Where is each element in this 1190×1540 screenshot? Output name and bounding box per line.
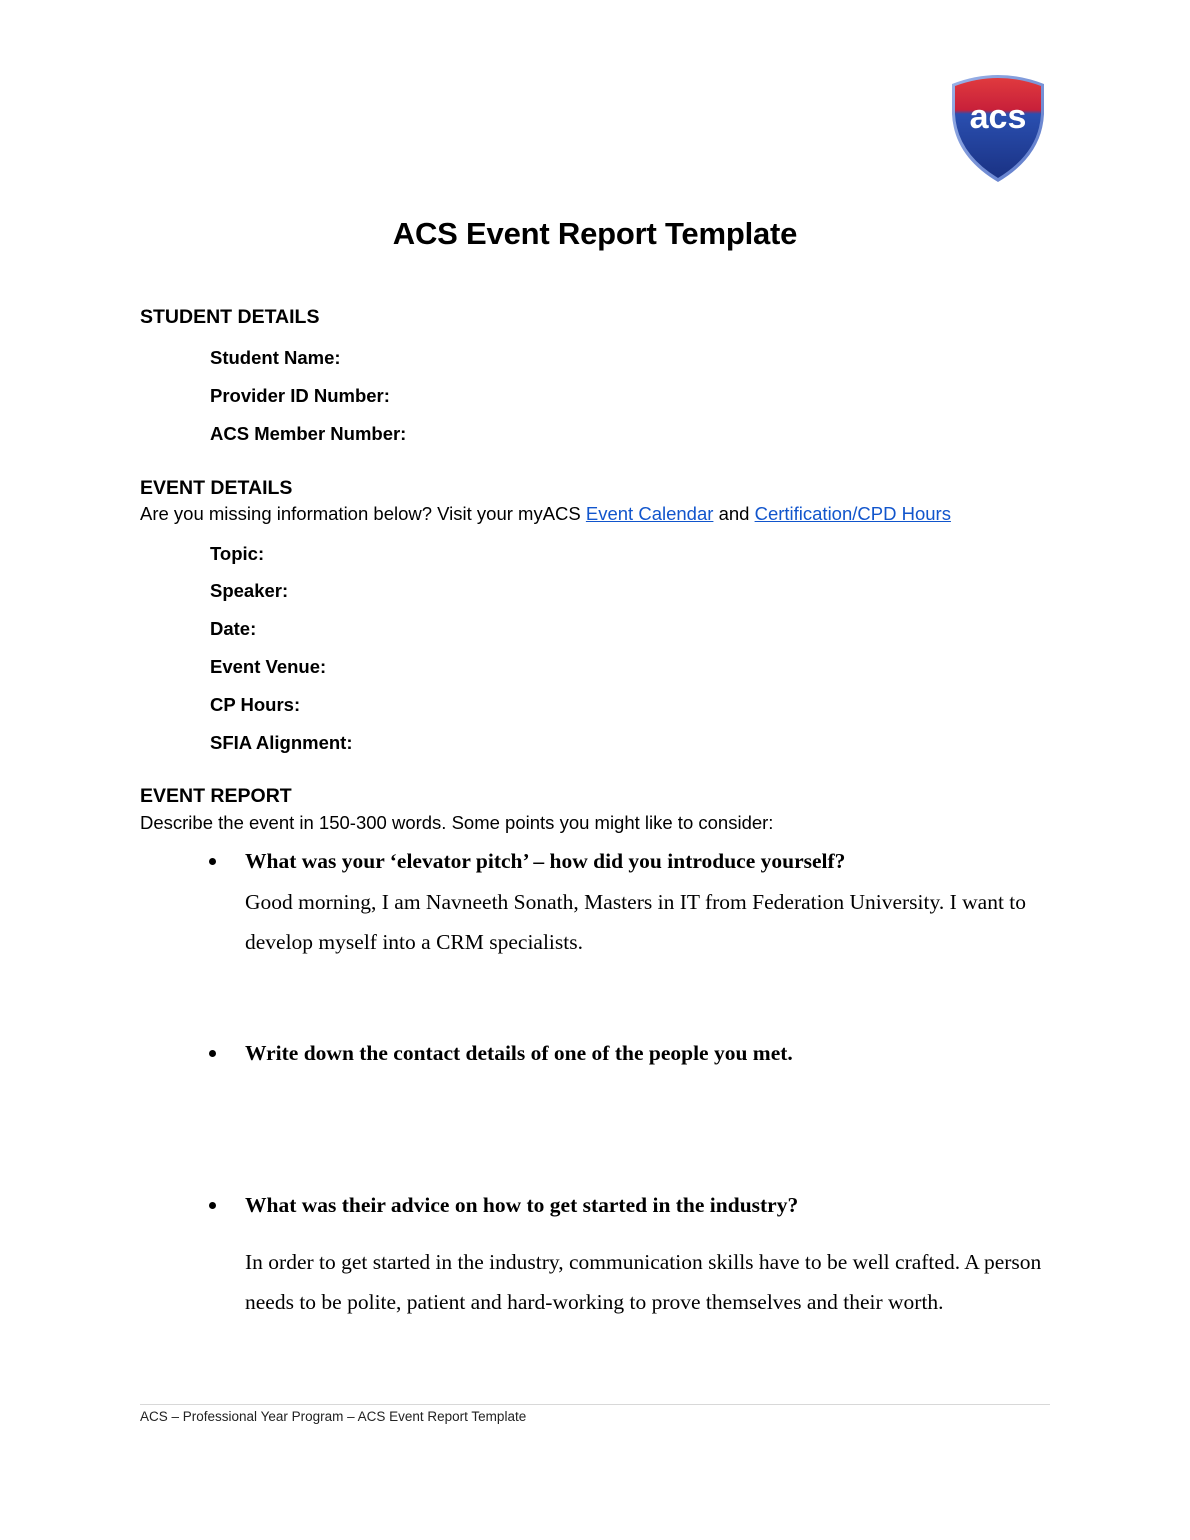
- event-calendar-link[interactable]: Event Calendar: [585, 503, 714, 524]
- event-details-heading: EVENT DETAILS: [140, 477, 293, 499]
- document-title: ACS Event Report Template: [392, 216, 798, 251]
- logo-wordmark: acs: [969, 98, 1027, 136]
- acs-logo: [946, 70, 1050, 186]
- answer-industry-advice: In order to get started in the industry, communication skills have to be well crafted. A person needs to be polite, patient and hard-working to prove themselves and their worth.: [245, 1250, 1042, 1314]
- provider-id-label: Provider ID Number:: [210, 385, 390, 406]
- answer-elevator-pitch: Good morning, I am Navneeth Sonath, Masters in IT from Federation University. I want to develop myself into a CRM specialists.: [245, 890, 1027, 954]
- sfia-alignment-label: SFIA Alignment:: [210, 732, 353, 753]
- page-footer: ACS – Professional Year Program – ACS Event Report Template: [140, 1409, 527, 1424]
- event-report-heading: EVENT REPORT: [140, 785, 292, 807]
- acs-member-number-label: ACS Member Number:: [210, 423, 407, 444]
- speaker-label: Speaker:: [210, 580, 289, 601]
- event-details-intro: [140, 503, 951, 525]
- question-elevator-pitch: What was your ‘elevator pitch’ – how did you introduce yourself?: [245, 849, 846, 873]
- bullet-icon: [209, 1202, 216, 1209]
- bullet-icon: [209, 858, 216, 865]
- date-label: Date:: [210, 618, 257, 639]
- student-details-heading: STUDENT DETAILS: [140, 306, 320, 328]
- intro-text: Are you missing information below? Visit your myACS: [140, 503, 581, 524]
- footer-divider: [140, 1404, 1050, 1405]
- event-report-intro: Describe the event in 150-300 words. Some points you might like to consider:: [140, 812, 774, 833]
- question-industry-advice: What was their advice on how to get started in the industry?: [245, 1193, 799, 1217]
- certification-cpd-hours-link[interactable]: Certification/CPD Hours: [754, 503, 951, 524]
- cp-hours-label: CP Hours:: [210, 694, 301, 715]
- bullet-icon: [209, 1050, 216, 1057]
- student-name-label: Student Name:: [210, 347, 341, 368]
- and-text: and: [718, 503, 750, 524]
- event-venue-label: Event Venue:: [210, 656, 327, 677]
- topic-label: Topic:: [210, 543, 265, 564]
- question-contact-details: Write down the contact details of one of the people you met.: [245, 1041, 793, 1065]
